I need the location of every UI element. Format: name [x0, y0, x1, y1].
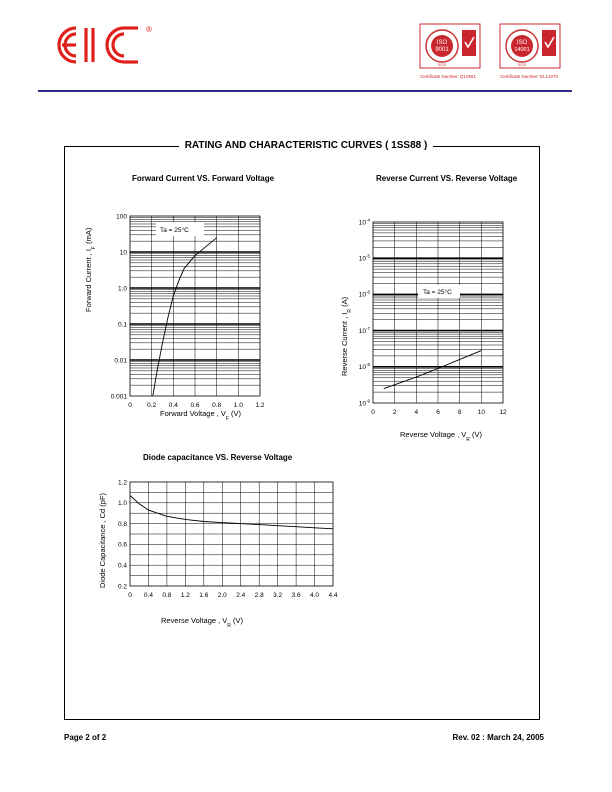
y-tick-label: 1.0 [117, 500, 127, 508]
chart3-title: Diode capacitance VS. Reverse Voltage [143, 453, 293, 462]
chart1-xlabel-unit: (V) [228, 409, 242, 418]
page-number: Page 2 of 2 [64, 733, 107, 742]
chart1-ylabel-unit: (mA) [84, 227, 93, 246]
reverse-current-chart [335, 215, 515, 420]
chart3-ylabel [92, 493, 110, 588]
chart2-ylabel-text: Reverse Current , I [340, 312, 349, 376]
x-tick-label: 6 [436, 409, 440, 416]
chart2-ylabel-sub: R [347, 309, 354, 313]
annotation-temperature: Ta = 25°C [423, 289, 452, 296]
x-tick-label: 2.0 [217, 592, 227, 599]
chart1-xlabel [160, 403, 241, 422]
x-tick-label: 0 [128, 592, 132, 599]
chart2-xlabel-unit: (V) [469, 430, 483, 439]
y-tick-label: $10^{-7}$ [358, 325, 370, 335]
x-tick-label: 0.6 [190, 402, 200, 409]
y-tick-label: $10^{-5}$ [358, 253, 370, 263]
chart1-xlabel-text: Forward Voltage , V [160, 409, 226, 418]
eic-logo [48, 20, 158, 70]
chart1-ylabel [78, 228, 97, 312]
x-tick-label: 0 [371, 409, 375, 416]
x-tick-label: 10 [477, 409, 485, 416]
page-title-text: RATING AND CHARACTERISTIC CURVES ( 1SS88 ) [179, 140, 434, 151]
y-tick-label: $10^{-9}$ [358, 398, 370, 408]
x-tick-label: 3.6 [291, 592, 301, 599]
x-tick-label: 1.2 [255, 402, 265, 409]
x-tick-label: 0.4 [168, 402, 178, 409]
iso-14001-registrar: SGS [517, 62, 527, 67]
y-tick-label: $10^{-6}$ [358, 289, 370, 299]
iso-14001-standard: ISO [516, 40, 528, 46]
iso-14001-badge [500, 24, 560, 68]
chart1-ylabel-text: Forward Current , I [84, 249, 93, 312]
chart3-xlabel-text: Reverse Voltage , V [161, 616, 228, 625]
x-tick-label: 4 [414, 409, 419, 416]
chart1-ylabel-sub: F [91, 246, 98, 250]
x-tick-label: 0.8 [162, 592, 172, 599]
x-tick-label: 8 [457, 409, 462, 416]
chart2-xlabel-text: Reverse Voltage , V [400, 430, 467, 439]
x-tick-label: 1.0 [233, 402, 243, 409]
chart2-ylabel-unit: (A) [340, 296, 349, 310]
annotation-temperature: Ta = 25°C [160, 227, 189, 234]
chart3-xlabel-sub: R [227, 623, 231, 630]
forward-current-chart [110, 213, 265, 410]
page-title [0, 140, 612, 151]
y-tick-label: 1.2 [117, 479, 127, 487]
y-tick-label: 0.4 [117, 562, 127, 570]
y-tick-label: 0.001 [110, 393, 127, 401]
revision-date: Rev. 02 : March 24, 2005 [452, 733, 544, 742]
y-tick-label: 100 [116, 213, 127, 221]
x-tick-label: 0.2 [147, 402, 157, 409]
chart1-title: Forward Current VS. Forward Voltage [132, 174, 275, 183]
certification-badges [420, 22, 560, 84]
x-tick-label: 2.8 [254, 592, 264, 599]
chart3-xlabel [161, 610, 243, 629]
y-tick-label: 10 [119, 249, 127, 257]
x-tick-label: 0.8 [212, 402, 222, 409]
chart2-ylabel [334, 297, 353, 376]
y-tick-label: 0.8 [117, 520, 127, 528]
x-tick-label: 4.0 [310, 592, 320, 599]
registered-mark: ® [146, 25, 152, 34]
chart3-ylabel-text: Diode Capacitance , Cd (pF) [98, 492, 107, 588]
x-tick-label: 2.4 [236, 592, 246, 599]
y-tick-label: 0.1 [117, 321, 127, 329]
y-tick-label: 0.6 [117, 541, 127, 549]
y-tick-label: 0.01 [114, 357, 127, 365]
y-tick-label: 1.0 [117, 285, 127, 293]
x-tick-label: 12 [499, 409, 507, 416]
cert-caption-14001: Certificate Number: EL12270 [500, 74, 559, 79]
cert-badges-graphic [420, 22, 560, 72]
iso-9001-registrar: SGS [437, 62, 447, 67]
chart3-xlabel-unit: (V) [230, 616, 244, 625]
x-tick-label: 3.2 [273, 592, 283, 599]
header-rule [38, 90, 572, 92]
iso-9001-number: 9001 [435, 47, 449, 53]
iso-14001-number: 14001 [514, 47, 530, 53]
y-tick-label: $10^{-4}$ [358, 217, 370, 227]
chart1-xlabel-sub: F [225, 416, 229, 423]
chart2-xlabel-sub: R [466, 437, 470, 444]
cert-caption-9001: Certificate Number: Q10561 [420, 74, 477, 79]
x-tick-label: 4.4 [328, 592, 338, 599]
iso-9001-standard: ISO [436, 40, 448, 46]
y-tick-label: 0.2 [117, 583, 127, 591]
x-tick-label: 1.6 [199, 592, 209, 599]
x-tick-label: 0.4 [143, 592, 153, 599]
x-tick-label: 1.2 [180, 592, 190, 599]
chart2-title: Reverse Current VS. Reverse Voltage [376, 174, 518, 183]
capacitance-chart [115, 478, 341, 606]
x-tick-label: 0 [128, 402, 132, 409]
y-tick-label: $10^{-8}$ [358, 362, 370, 372]
iso-9001-badge [420, 24, 480, 68]
chart2-xlabel [400, 424, 482, 443]
x-tick-label: 2 [392, 409, 397, 416]
